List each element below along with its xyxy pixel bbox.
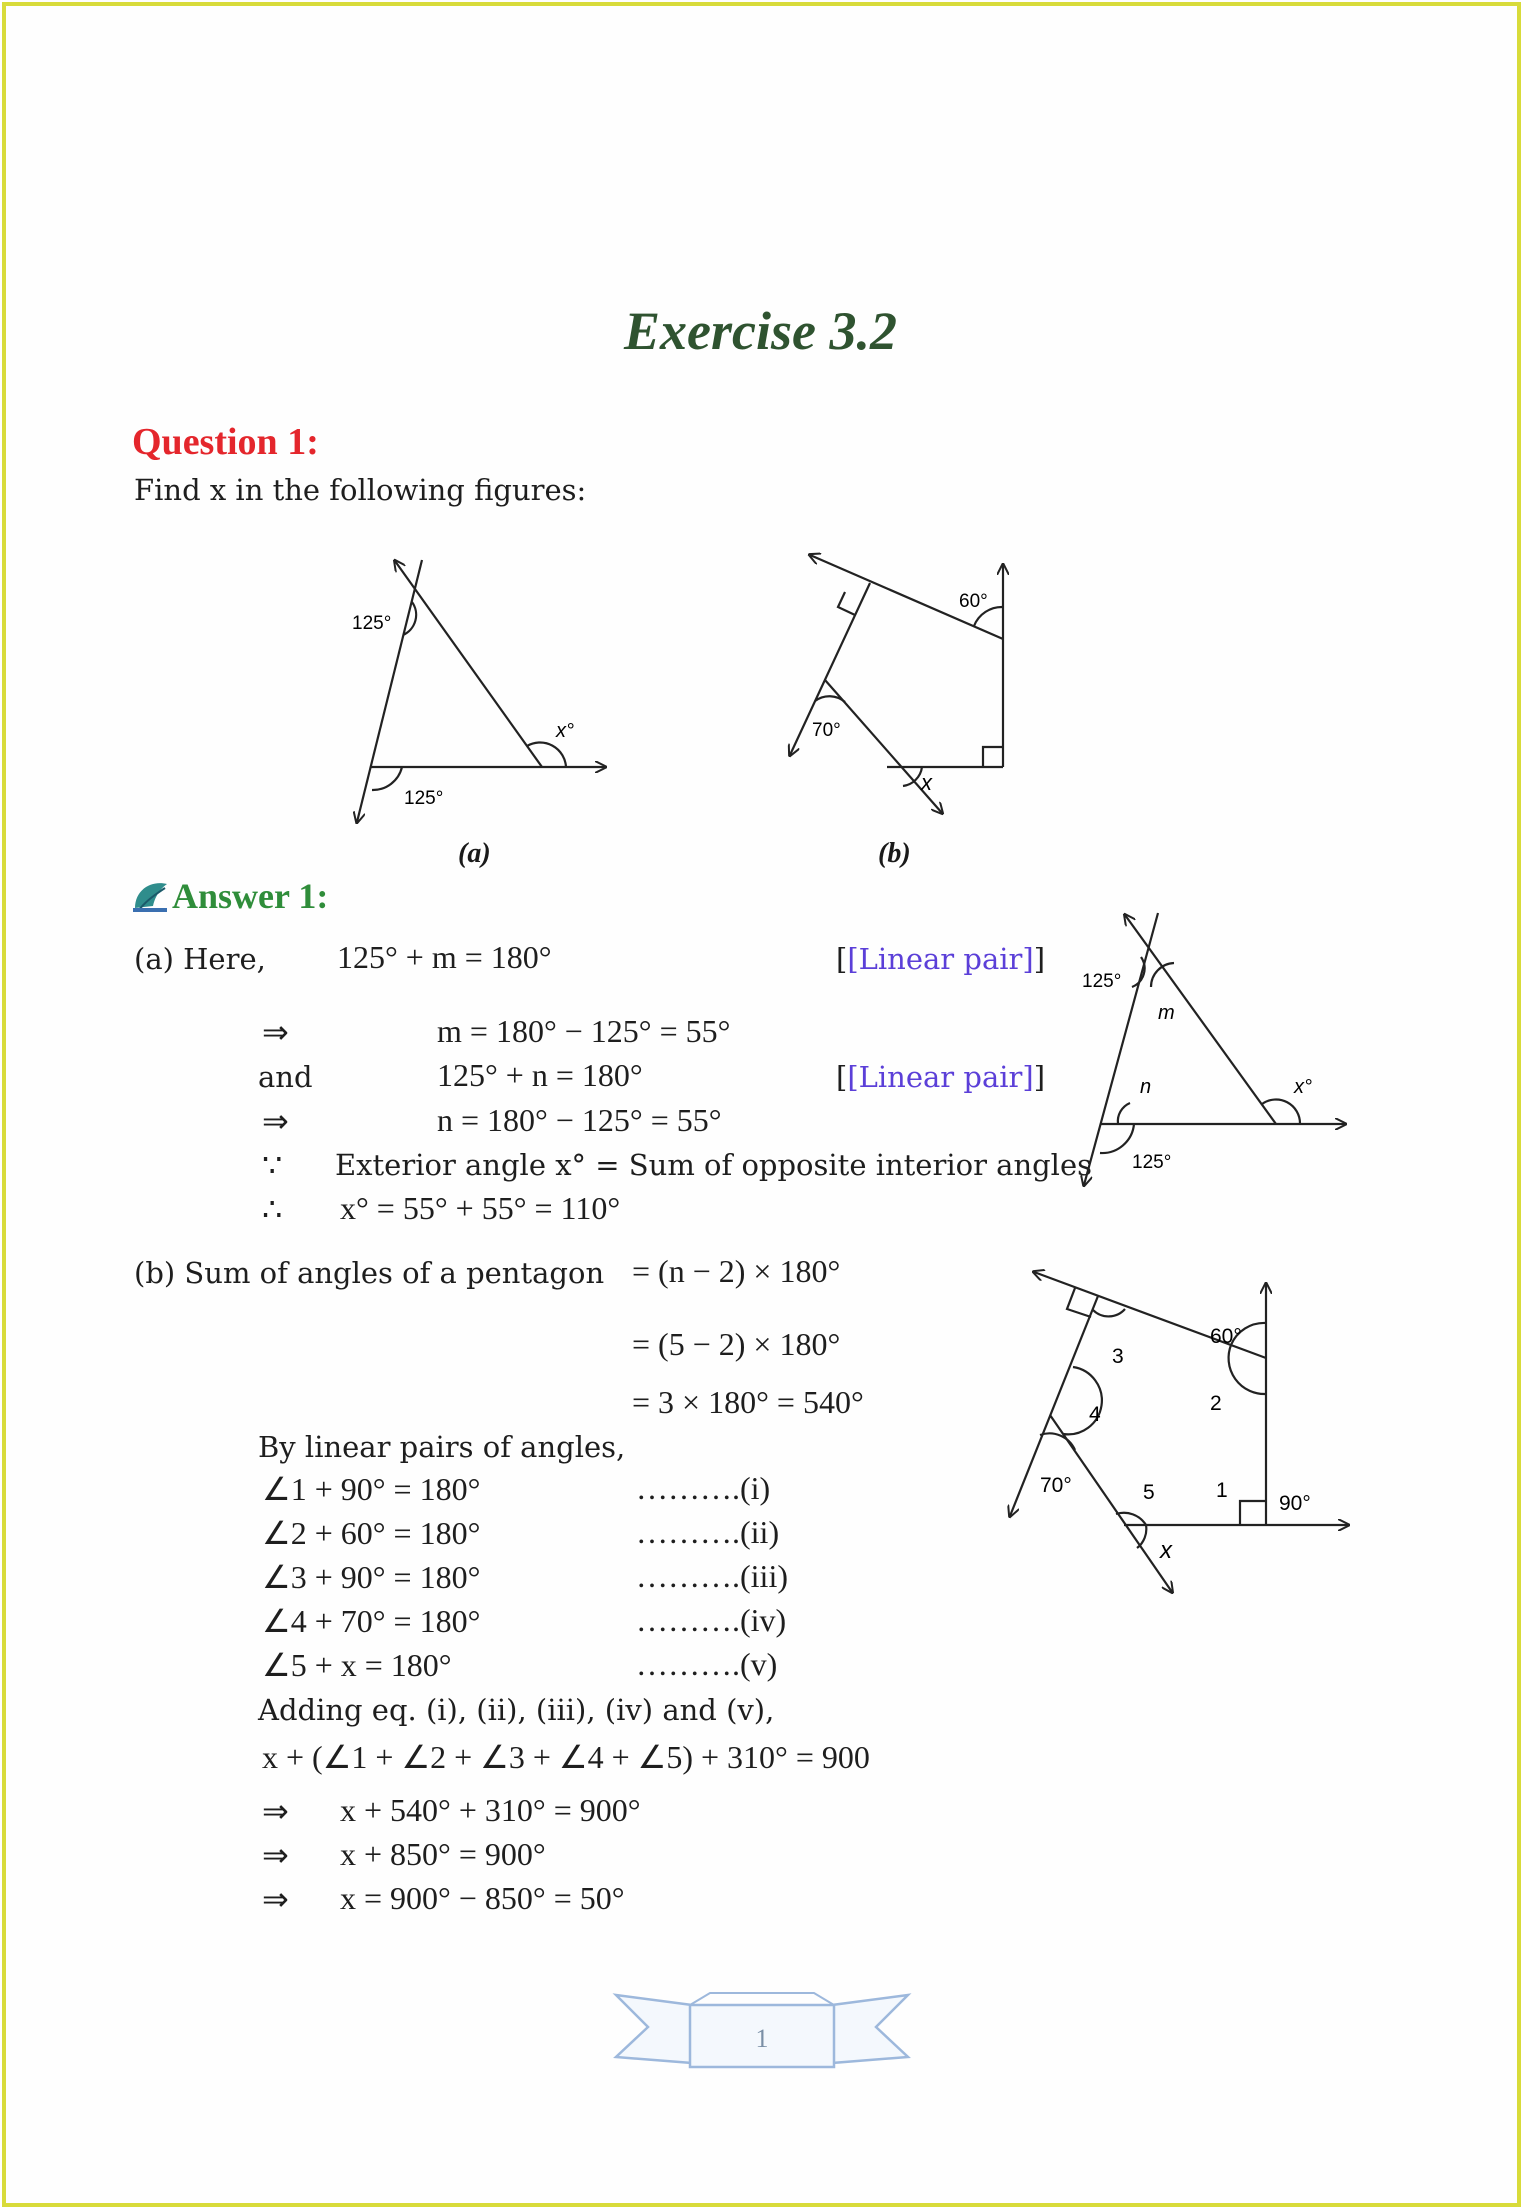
answer-fig-a-label-125-bottom: 125° — [1132, 1152, 1172, 1173]
part-b-sum-eq: x + (∠1 + ∠2 + ∠3 + ∠4 + ∠5) + 310° = 900 — [262, 1739, 870, 1775]
answer-figure-b — [1000, 1262, 1360, 1602]
fig-b-label-x: x — [921, 770, 932, 795]
step-3-eq: x = 900° − 850° = 50° — [340, 1880, 625, 1916]
pair-tag-4: ……….(iv) — [636, 1602, 787, 1638]
answer-figure-a — [1070, 905, 1370, 1200]
part-a-and: and — [258, 1060, 313, 1094]
step-2-sym: ⇒ — [262, 1837, 289, 1873]
answer-fig-b-arc-3 — [1093, 1309, 1125, 1316]
fig-a-label-125-top: 125° — [352, 613, 392, 634]
page-number-ribbon — [612, 1985, 912, 2085]
answer-fig-b-label-1: 1 — [1216, 1479, 1228, 1502]
step-3-sym: ⇒ — [262, 1881, 289, 1917]
therefore-symbol: ∴ — [262, 1191, 283, 1227]
link-linear-pair-1[interactable]: [Linear pair] — [847, 942, 1034, 976]
question-figure-a — [340, 550, 630, 840]
answer-fig-a-arc-n — [1118, 1103, 1130, 1124]
pair-tag-2: ……….(ii) — [636, 1514, 780, 1550]
answer-fig-b-label-x: x — [1160, 1537, 1172, 1564]
step-2-eq: x + 850° = 900° — [340, 1836, 546, 1872]
answer-fig-b-label-60: 60° — [1210, 1325, 1242, 1348]
fig-a-side-left — [357, 560, 422, 822]
part-b-eq2: = (5 − 2) × 180° — [632, 1326, 841, 1362]
link-linear-pair-2[interactable]: [Linear pair] — [847, 1060, 1034, 1094]
pair-eq-2: ∠2 + 60° = 180° — [262, 1515, 481, 1551]
part-a-eq5: x° = 55° + 55° = 110° — [340, 1190, 621, 1226]
pair-eq-1: ∠1 + 90° = 180° — [262, 1471, 481, 1507]
question-heading: Question 1: — [132, 421, 319, 463]
page-number: 1 — [755, 2024, 769, 2053]
answer-heading: Answer 1: — [172, 876, 329, 916]
answer-fig-a-arc-125-bottom — [1100, 1124, 1134, 1153]
fig-b-right-angle-top — [838, 592, 855, 615]
answer-fig-b-label-5: 5 — [1143, 1481, 1155, 1504]
step-1-sym: ⇒ — [262, 1793, 289, 1829]
part-a-sym2: ⇒ — [262, 1103, 289, 1139]
part-a-because-text: Exterior angle x° = Sum of opposite interior angles — [335, 1148, 1093, 1182]
answer-fig-b-label-90: 90° — [1279, 1492, 1311, 1515]
part-a-eq1: 125° + m = 180° — [337, 939, 552, 975]
answer-fig-a-label-125-top: 125° — [1082, 971, 1122, 992]
part-a-reason2: [[Linear pair]] — [836, 1060, 1046, 1094]
fig-b-label-70: 70° — [812, 720, 841, 741]
part-b-intro: (b) Sum of angles of a pentagon — [134, 1256, 605, 1290]
fig-b-label-60: 60° — [959, 591, 988, 612]
fig-b-right-angle-bottom — [983, 747, 1003, 767]
answer-fig-b-label-3: 3 — [1112, 1345, 1124, 1368]
part-b-eq1: = (n − 2) × 180° — [632, 1253, 841, 1289]
pair-eq-4: ∠4 + 70° = 180° — [262, 1603, 481, 1639]
answer-fig-b-label-2: 2 — [1210, 1392, 1222, 1415]
answer-logo-icon — [131, 878, 171, 914]
part-b-eq3: = 3 × 180° = 540° — [632, 1384, 864, 1420]
step-1-eq: x + 540° + 310° = 900° — [340, 1792, 641, 1828]
pair-tag-1: ……….(i) — [636, 1470, 771, 1506]
part-b-linear-intro: By linear pairs of angles, — [258, 1430, 626, 1464]
caption-b: (b) — [878, 838, 911, 869]
fig-a-label-x: x° — [556, 720, 574, 742]
part-a-eq3: 125° + n = 180° — [437, 1057, 643, 1093]
part-a-sym1: ⇒ — [262, 1014, 289, 1050]
fig-a-label-125-bottom: 125° — [404, 788, 444, 809]
answer-fig-b-arc-2 — [1229, 1345, 1266, 1394]
fig-a-side-top — [395, 561, 542, 767]
part-b-adding-text: Adding eq. (i), (ii), (iii), (iv) and (v), — [258, 1693, 775, 1727]
answer-fig-a-label-n: n — [1140, 1076, 1152, 1098]
part-a-eq4: n = 180° − 125° = 55° — [437, 1102, 722, 1138]
because-symbol: ∵ — [262, 1147, 283, 1183]
answer-fig-b-label-70: 70° — [1040, 1474, 1072, 1497]
page-title: Exercise 3.2 — [624, 301, 897, 361]
part-a-intro: (a) Here, — [134, 942, 266, 976]
fig-a-arc-bottom — [372, 767, 402, 790]
answer-fig-a-side-left — [1084, 913, 1158, 1185]
part-a-eq2: m = 180° − 125° = 55° — [437, 1013, 731, 1049]
caption-a: (a) — [458, 838, 491, 869]
pair-eq-5: ∠5 + x = 180° — [262, 1647, 452, 1683]
answer-fig-a-label-x: x° — [1294, 1076, 1312, 1098]
answer-fig-b-right-angle-bottom — [1240, 1501, 1266, 1525]
answer-fig-a-arc-m — [1151, 963, 1174, 987]
pair-eq-3: ∠3 + 90° = 180° — [262, 1559, 481, 1595]
answer-fig-b-label-4: 4 — [1089, 1403, 1101, 1426]
question-figure-b — [775, 545, 1025, 835]
pair-tag-5: ……….(v) — [636, 1646, 778, 1682]
answer-fig-b-arc-70 — [1040, 1433, 1075, 1450]
part-a-reason1: [[Linear pair]] — [836, 942, 1046, 976]
fig-b-arc-x — [903, 767, 922, 786]
pair-tag-3: ……….(iii) — [636, 1558, 788, 1594]
question-prompt: Find x in the following figures: — [134, 473, 587, 507]
answer-fig-a-label-m: m — [1158, 1002, 1175, 1024]
